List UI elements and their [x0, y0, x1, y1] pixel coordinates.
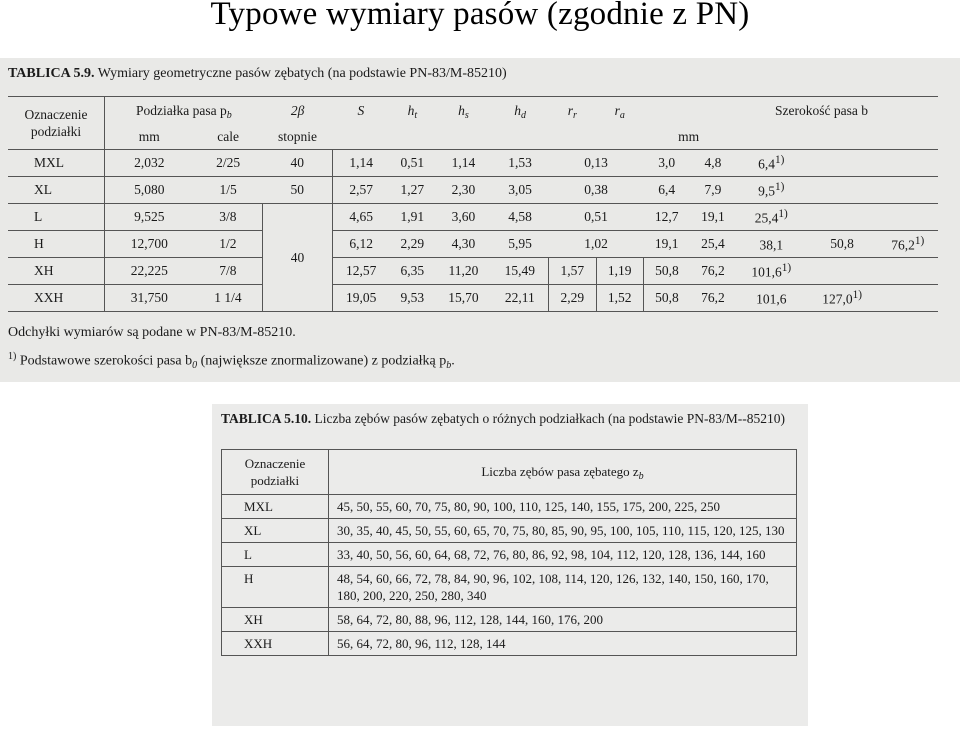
row-code: L: [222, 543, 329, 567]
cell-ht: 6,35: [389, 258, 435, 285]
cell-w5: 76,2$^{1)}$: [878, 231, 938, 258]
cell-inch: 1/5: [194, 177, 263, 204]
cell-angle-merged: 40: [263, 204, 333, 312]
cell-angle: 50: [263, 177, 333, 204]
row-teeth: 56, 64, 72, 80, 96, 112, 128, 144: [329, 632, 797, 656]
cell-w3: 101,6$^{1)}$: [736, 258, 807, 285]
header-ht: $h_t$: [389, 97, 435, 126]
table-5-9-footnote: $^{1)}$ Podstawowe szerokości pasa $b_0$ (największe znormalizowane) z podziałką $p_b$.: [8, 351, 455, 371]
cell-ra: 1,52: [596, 285, 643, 312]
cell-inch: 3/8: [194, 204, 263, 231]
row-code: XXH: [222, 632, 329, 656]
row-code: XH: [8, 258, 105, 285]
cell-hs: 1,14: [435, 150, 491, 177]
cell-w1: 19,1: [643, 231, 690, 258]
cell-ht: 0,51: [389, 150, 435, 177]
cell-hd: 4,58: [492, 204, 549, 231]
cell-ht: 9,53: [389, 285, 435, 312]
cell-rr: 0,13: [549, 150, 644, 177]
cell-mm: 5,080: [105, 177, 194, 204]
cell-mm: 2,032: [105, 150, 194, 177]
header-width: Szerokość pasa b: [643, 97, 938, 126]
unit-deg: stopnie: [263, 125, 333, 150]
table-row: [8, 150, 938, 177]
row-code: H: [8, 231, 105, 258]
cell-inch: 7/8: [194, 258, 263, 285]
cell-w1: 12,7: [643, 204, 690, 231]
cell-w4: [807, 177, 878, 204]
table-row: [222, 567, 797, 608]
cell-w3: 25,4$^{1)}$: [736, 204, 807, 231]
cell-ht: 2,29: [389, 231, 435, 258]
cell-mm: 12,700: [105, 231, 194, 258]
unit-mm: mm: [105, 125, 194, 150]
cell-ht: 1,91: [389, 204, 435, 231]
cell-s: 2,57: [332, 177, 389, 204]
row-code: XXH: [8, 285, 105, 312]
page-title: Typowe wymiary pasów (zgodnie z PN): [210, 0, 750, 32]
table-5-10-caption-text: Liczba zębów pasów zębatych o różnych podziałkach (na podstawie PN-83/M--85210): [314, 411, 785, 426]
row-code: L: [8, 204, 105, 231]
cell-hs: 2,30: [435, 177, 491, 204]
cell-rr: 2,29: [549, 285, 596, 312]
cell-w5: [878, 285, 938, 312]
header-hs: $h_s$: [435, 97, 491, 126]
table-5-9-caption: [8, 66, 507, 82]
cell-w4: [807, 258, 878, 285]
cell-hs: 11,20: [435, 258, 491, 285]
row-teeth: 33, 40, 50, 56, 60, 64, 68, 72, 76, 80, 86, 92, 98, 104, 112, 120, 128, 136, 144, 160: [329, 543, 797, 567]
table-row: [8, 177, 938, 204]
unit-inch: cale: [194, 125, 263, 150]
cell-w1: 50,8: [643, 258, 690, 285]
cell-w4: 127,0$^{1)}$: [807, 285, 878, 312]
cell-hd: 5,95: [492, 231, 549, 258]
cell-w4: 50,8: [807, 231, 878, 258]
table-5-9-note: Odchyłki wymiarów są podane w PN-83/M-85210.: [8, 325, 296, 340]
cell-w3: 38,1: [736, 231, 807, 258]
unit-mm2: mm: [332, 125, 938, 150]
table-row: [8, 258, 938, 285]
cell-w5: [878, 204, 938, 231]
cell-w4: [807, 150, 878, 177]
cell-hd: 15,49: [492, 258, 549, 285]
row-teeth: 45, 50, 55, 60, 70, 75, 80, 90, 100, 110, 125, 140, 155, 175, 200, 225, 250: [329, 495, 797, 519]
table-5-9-caption-text: Wymiary geometryczne pasów zębatych (na podstawie PN-83/M-85210): [97, 66, 507, 81]
cell-mm: 9,525: [105, 204, 194, 231]
row-code: H: [222, 567, 329, 608]
table-row: [8, 204, 938, 231]
cell-w2: 4,8: [690, 150, 736, 177]
cell-s: 6,12: [332, 231, 389, 258]
cell-w2: 19,1: [690, 204, 736, 231]
cell-w5: [878, 177, 938, 204]
row-code: MXL: [8, 150, 105, 177]
table-5-9: [8, 96, 938, 312]
cell-inch: 1/2: [194, 231, 263, 258]
header-ra: $r_a$: [596, 97, 643, 126]
header-rr: $r_r$: [549, 97, 596, 126]
cell-hs: 3,60: [435, 204, 491, 231]
row-teeth: 30, 35, 40, 45, 50, 55, 60, 65, 70, 75, 80, 85, 90, 95, 100, 105, 110, 115, 120, 125, 130: [329, 519, 797, 543]
cell-w2: 25,4: [690, 231, 736, 258]
cell-ra: 1,19: [596, 258, 643, 285]
cell-w3: 101,6: [736, 285, 807, 312]
header-angle: 2β: [263, 97, 333, 126]
header-code: Oznaczenie podziałki: [222, 450, 329, 495]
cell-rr: 0,38: [549, 177, 644, 204]
cell-ht: 1,27: [389, 177, 435, 204]
cell-w1: 50,8: [643, 285, 690, 312]
cell-rr: 0,51: [549, 204, 644, 231]
row-teeth: 48, 54, 60, 66, 72, 78, 84, 90, 96, 102, 108, 114, 120, 126, 132, 140, 150, 160, 170, 180, 200, 220, 250, 280, 340: [329, 567, 797, 608]
header-code: Oznaczenie podziałki: [8, 97, 105, 150]
cell-w3: 6,4$^{1)}$: [736, 150, 807, 177]
cell-w2: 76,2: [690, 285, 736, 312]
header-teeth: Liczba zębów pasa zębatego $z_b$: [329, 450, 797, 495]
table-row: [8, 231, 938, 258]
cell-w5: [878, 150, 938, 177]
header-pitch: Podziałka pasa $p_b$: [105, 97, 263, 126]
table-row: [8, 285, 938, 312]
cell-hd: 22,11: [492, 285, 549, 312]
cell-w2: 7,9: [690, 177, 736, 204]
row-code: XL: [222, 519, 329, 543]
cell-hd: 1,53: [492, 150, 549, 177]
cell-rr: 1,57: [549, 258, 596, 285]
header-s: S: [332, 97, 389, 126]
cell-rr: 1,02: [549, 231, 644, 258]
row-code: MXL: [222, 495, 329, 519]
table-row: [222, 608, 797, 632]
cell-w4: [807, 204, 878, 231]
cell-w3: 9,5$^{1)}$: [736, 177, 807, 204]
row-teeth: 58, 64, 72, 80, 88, 96, 112, 128, 144, 160, 176, 200: [329, 608, 797, 632]
table-5-10: [221, 449, 797, 656]
cell-s: 12,57: [332, 258, 389, 285]
cell-w1: 3,0: [643, 150, 690, 177]
cell-mm: 22,225: [105, 258, 194, 285]
cell-w5: [878, 258, 938, 285]
cell-angle: 40: [263, 150, 333, 177]
table-header-row: [222, 450, 797, 495]
cell-s: 4,65: [332, 204, 389, 231]
table-5-10-caption-label: TABLICA 5.10.: [221, 411, 312, 426]
cell-hs: 4,30: [435, 231, 491, 258]
table-5-10-caption: [221, 410, 801, 427]
cell-w2: 76,2: [690, 258, 736, 285]
table-5-10-scan: [212, 404, 808, 726]
header-hd: $h_d$: [492, 97, 549, 126]
cell-hs: 15,70: [435, 285, 491, 312]
table-5-9-scan: [0, 58, 960, 382]
cell-w1: 6,4: [643, 177, 690, 204]
table-row: [222, 519, 797, 543]
cell-mm: 31,750: [105, 285, 194, 312]
table-5-9-caption-label: TABLICA 5.9.: [8, 66, 95, 81]
cell-s: 1,14: [332, 150, 389, 177]
table-row: [222, 543, 797, 567]
cell-s: 19,05: [332, 285, 389, 312]
row-code: XH: [222, 608, 329, 632]
cell-hd: 3,05: [492, 177, 549, 204]
cell-inch: 2/25: [194, 150, 263, 177]
cell-inch: 1 1/4: [194, 285, 263, 312]
table-row: [222, 495, 797, 519]
table-row: [222, 632, 797, 656]
row-code: XL: [8, 177, 105, 204]
